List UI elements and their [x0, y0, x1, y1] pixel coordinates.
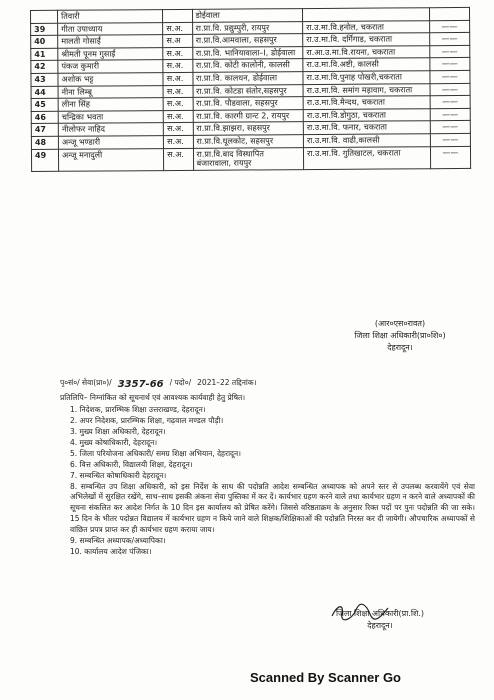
table-cell-remark: ——	[429, 20, 469, 33]
signatory-place-bottom: देहरादून।	[367, 621, 393, 630]
table-cell-num: 39	[31, 23, 58, 36]
recipient-item: 3. मुख्य शिक्षा अधिकारी, देहरादून।	[70, 427, 166, 437]
table-cell-remark: ——	[430, 108, 470, 121]
table-cell-num: 41	[31, 48, 58, 61]
table-cell-post: स.अ.	[164, 123, 193, 136]
signature-block-top	[330, 318, 470, 354]
ref-date: 2021–22 तद्दिनांक।	[197, 378, 257, 387]
signatory-name: (आर०एस०रावत)	[374, 319, 426, 328]
table-cell-name: चन्द्रिका भवता	[58, 110, 163, 123]
table-cell-from: रा.प्रा.वि. कोटडा संतोर,सहसपुर	[193, 84, 304, 97]
table-cell-name: लीना सिंह	[58, 98, 163, 111]
signatory-title-bottom: जिला शिक्षा अधिकारी(प्रा.शि.)	[335, 609, 425, 618]
table-cell-num: 43	[31, 73, 58, 86]
table-cell-name: नीलोफर नाहिद	[58, 123, 163, 136]
table-cell-post: स.अ	[163, 35, 192, 48]
table-cell-num: 47	[31, 124, 58, 137]
table-cell-post: स.अ.	[164, 135, 193, 148]
table-cell-remark: ——	[430, 83, 470, 96]
table-cell-post: स.अ.	[164, 148, 193, 170]
table-cell-name: तिवारी	[58, 10, 163, 23]
table-cell-to: रा.उ.मा.वि. फनार, चकराता	[303, 121, 430, 134]
table-cell-post: स.अ.	[163, 110, 192, 123]
table-cell-from: रा.प्रा.वि. प्रद्युम्पुरी, रायपुर	[192, 21, 303, 34]
table-cell-name: गीता उपाध्याय	[58, 22, 163, 35]
table-cell-from-text: डोईवाला	[195, 10, 220, 20]
table-cell-remark: ——	[430, 121, 470, 134]
table-cell-from: रा.प्रा.वि. पौडवाला, सहसपुर	[193, 97, 304, 110]
table-cell-from	[192, 9, 303, 22]
table-cell-remark: ——	[430, 70, 470, 83]
ref-mid: / पदो०/	[169, 378, 192, 387]
table-cell-to	[303, 8, 430, 21]
recipient-item: 4. मुख्य कोषाधिकारी, देहरादून।	[70, 438, 158, 447]
recipient-item: 1. निदेशक, प्रारम्भिक शिक्षा उत्तराखण्ड, देहरादून।	[70, 405, 206, 415]
table-cell-to: रा.उ.मा.वि.पुनाह पोखरी,चकराता	[303, 71, 430, 84]
reference-line	[60, 378, 475, 393]
table-cell-num: 44	[31, 86, 58, 99]
recipient-item: 8. सम्बन्धित उप शिक्षा अधिकारी, को इस निर्देश के साथ की पदोन्नति आदेश सम्बन्धित अध्यापक को अपने स्तर से उपलब्ध करवायेंगे एवं सेवा अभिलेखों में सुरक्षित रखेंगे, साथ–साथ इसकी अंकना सेवा पुस्तिका में कर दें। कार्यभार ग्रहण करने वाले तथा कार्यभार ग्रहण न करने वाले अध्यापकों की सूचना संकलित कर आदेश निर्गत के 10 दिन इस कार्यालय को प्रेषित करेंगे। जिससे वरिष्ठताक्रम के अनुसार रिक्त पदों पर पुनः पदोन्नति की जा सके। 15 दिन के भीतर पदोन्नत विद्यालय में कार्यभार ग्रहण न किये जाने वाले शिक्षक/शिक्षिकाओं की पदोन्नति निरस्त कर दी जायेगी। औपचारिक अध्यापकों से वांछित प्रपत्र प्राप्त कर ही कार्यभार ग्रहण कराया जाय।	[70, 481, 475, 534]
table-cell-num: 42	[31, 61, 58, 74]
table-cell-num	[31, 10, 58, 23]
table-cell-name: नीना लिम्बू	[58, 85, 163, 98]
table-cell-from: रा.प्रा.वि.बाद विस्थापित बंजारावाला, रायपुर	[193, 147, 304, 170]
letter-intro: प्रतिलिपि– निम्नांकित को सूचनार्थ एवं आवश्यक कार्यवाही हेतु प्रेषित।	[60, 392, 246, 402]
table-cell-to: रा.उ.मा.वि. दर्गिगाड, चकराता	[303, 33, 430, 46]
recipient-item: 6. वित्त अधिकारी, विद्यालयी शिक्षा, देहरादून।	[70, 459, 193, 469]
recipient-item: 2. अपर निदेशक, प्रारम्भिक शिक्षा, गढ़वाल मण्डल पौड़ी।	[70, 416, 224, 426]
table-cell-remark	[429, 7, 469, 20]
table-cell-name: अशोक भट्ट	[58, 73, 163, 86]
table-cell-post	[163, 9, 192, 22]
table-cell-remark: ——	[430, 96, 470, 109]
table-cell-num: 46	[31, 111, 58, 124]
ref-prefix: पृ०सं०/ सेवा(प्रा०)/	[60, 378, 112, 387]
table-cell-remark: ——	[430, 45, 470, 58]
table-cell-from: रा.प्रा.वि. भानियावाला–I, डोईवाला	[192, 46, 303, 59]
table-cell-to: रा.उ.मा.वि. वाढी,कालसी	[303, 134, 430, 147]
table-cell-from: रा.प्रा.वि.आमवाला, सहसपुर	[192, 34, 303, 47]
table-cell-num: 49	[31, 149, 58, 171]
table-cell-to: रा.आ.उ.मा.वि.रायना, चकराता	[303, 45, 430, 58]
recipient-list	[70, 405, 475, 557]
table-cell-from: रा.प्रा.वि. कारगी ग्रान्ट 2, रायपुर	[193, 109, 304, 122]
table-cell-name: पंकज कुमारी	[58, 60, 163, 73]
table-cell-to: रा.उ.मा.वि.डोगुठा, चकराता	[303, 108, 430, 121]
table-cell-from: रा.प्रा.वि. कोटी कालोनी, कालसी	[192, 59, 303, 72]
recipient-item: 10. कार्यालय आदेश पंजिका।	[70, 546, 152, 556]
table-cell-from: रा.प्रा.वि.झाझरा, सहसपुर	[193, 122, 304, 135]
copy-to-letter	[60, 378, 475, 558]
signatory-place: देहरादून।	[387, 343, 413, 352]
table-cell-remark: ——	[430, 146, 470, 168]
table-row	[31, 146, 470, 171]
scanner-watermark: Scanned By Scanner Go	[250, 670, 401, 685]
recipient-item: 5. जिला परियोजना अधिकारी/ समग्र शिक्षा अभियान, देहरादून।	[70, 448, 242, 458]
table-cell-remark: ——	[430, 58, 470, 71]
recipient-item: 7. सम्बन्धित कोषाधिकारी देहरादून।	[70, 470, 167, 480]
table-cell-post: स.अ.	[163, 98, 192, 111]
table-cell-name: अन्जू मनादुली	[59, 148, 164, 171]
table-cell-post: स.अ.	[163, 72, 192, 85]
table-cell-name: श्रीमती पूनम गुसाईं	[58, 47, 163, 60]
table-cell-name: अन्जू भण्डारी	[58, 136, 163, 149]
table-cell-num: 40	[31, 35, 58, 48]
table-cell-to: रा.उ.मा.वि. समांग मड़ावाग, चकराता	[303, 83, 430, 96]
table-cell-to: रा.उ.मा.वि.हनोल, चकराता	[303, 20, 430, 33]
table-cell-post: स.अ.	[163, 47, 192, 60]
table-cell-to: रा.उ.मा.वि.मैन्दथ, चकराता	[303, 96, 430, 109]
table-cell-name: मालती गोसाईं	[58, 35, 163, 48]
table-cell-remark: ——	[430, 133, 470, 146]
table-cell-to: रा.उ.मा.वि. गुतिखाटल, चकराता	[304, 146, 431, 169]
table-cell-remark: ——	[430, 33, 470, 46]
signatory-title: जिला शिक्षा अधिकारी(प्रा०शि०)	[354, 331, 446, 340]
transfer-table	[30, 7, 471, 172]
table-cell-post: स.अ.	[163, 22, 192, 35]
recipient-item: 9. सम्बन्धित अध्यापक/अध्यापिका।	[70, 535, 166, 545]
table-cell-num: 48	[31, 136, 58, 149]
signature-block-bottom	[300, 608, 460, 632]
table-cell-to: रा.उ.मा.वि.अष्टी, कालसी	[303, 58, 430, 71]
table-cell-from: रा.प्रा.वि.धूलकोट, सहसपुर	[193, 135, 304, 148]
ref-number: 3357-66	[117, 379, 164, 390]
table-cell-post: स.अ.	[163, 85, 192, 98]
table-cell-from: रा.प्रा.वि. कालधन, डोईवाला	[192, 72, 303, 85]
table-cell-num: 45	[31, 98, 58, 111]
table-cell-post: स.अ.	[163, 60, 192, 73]
